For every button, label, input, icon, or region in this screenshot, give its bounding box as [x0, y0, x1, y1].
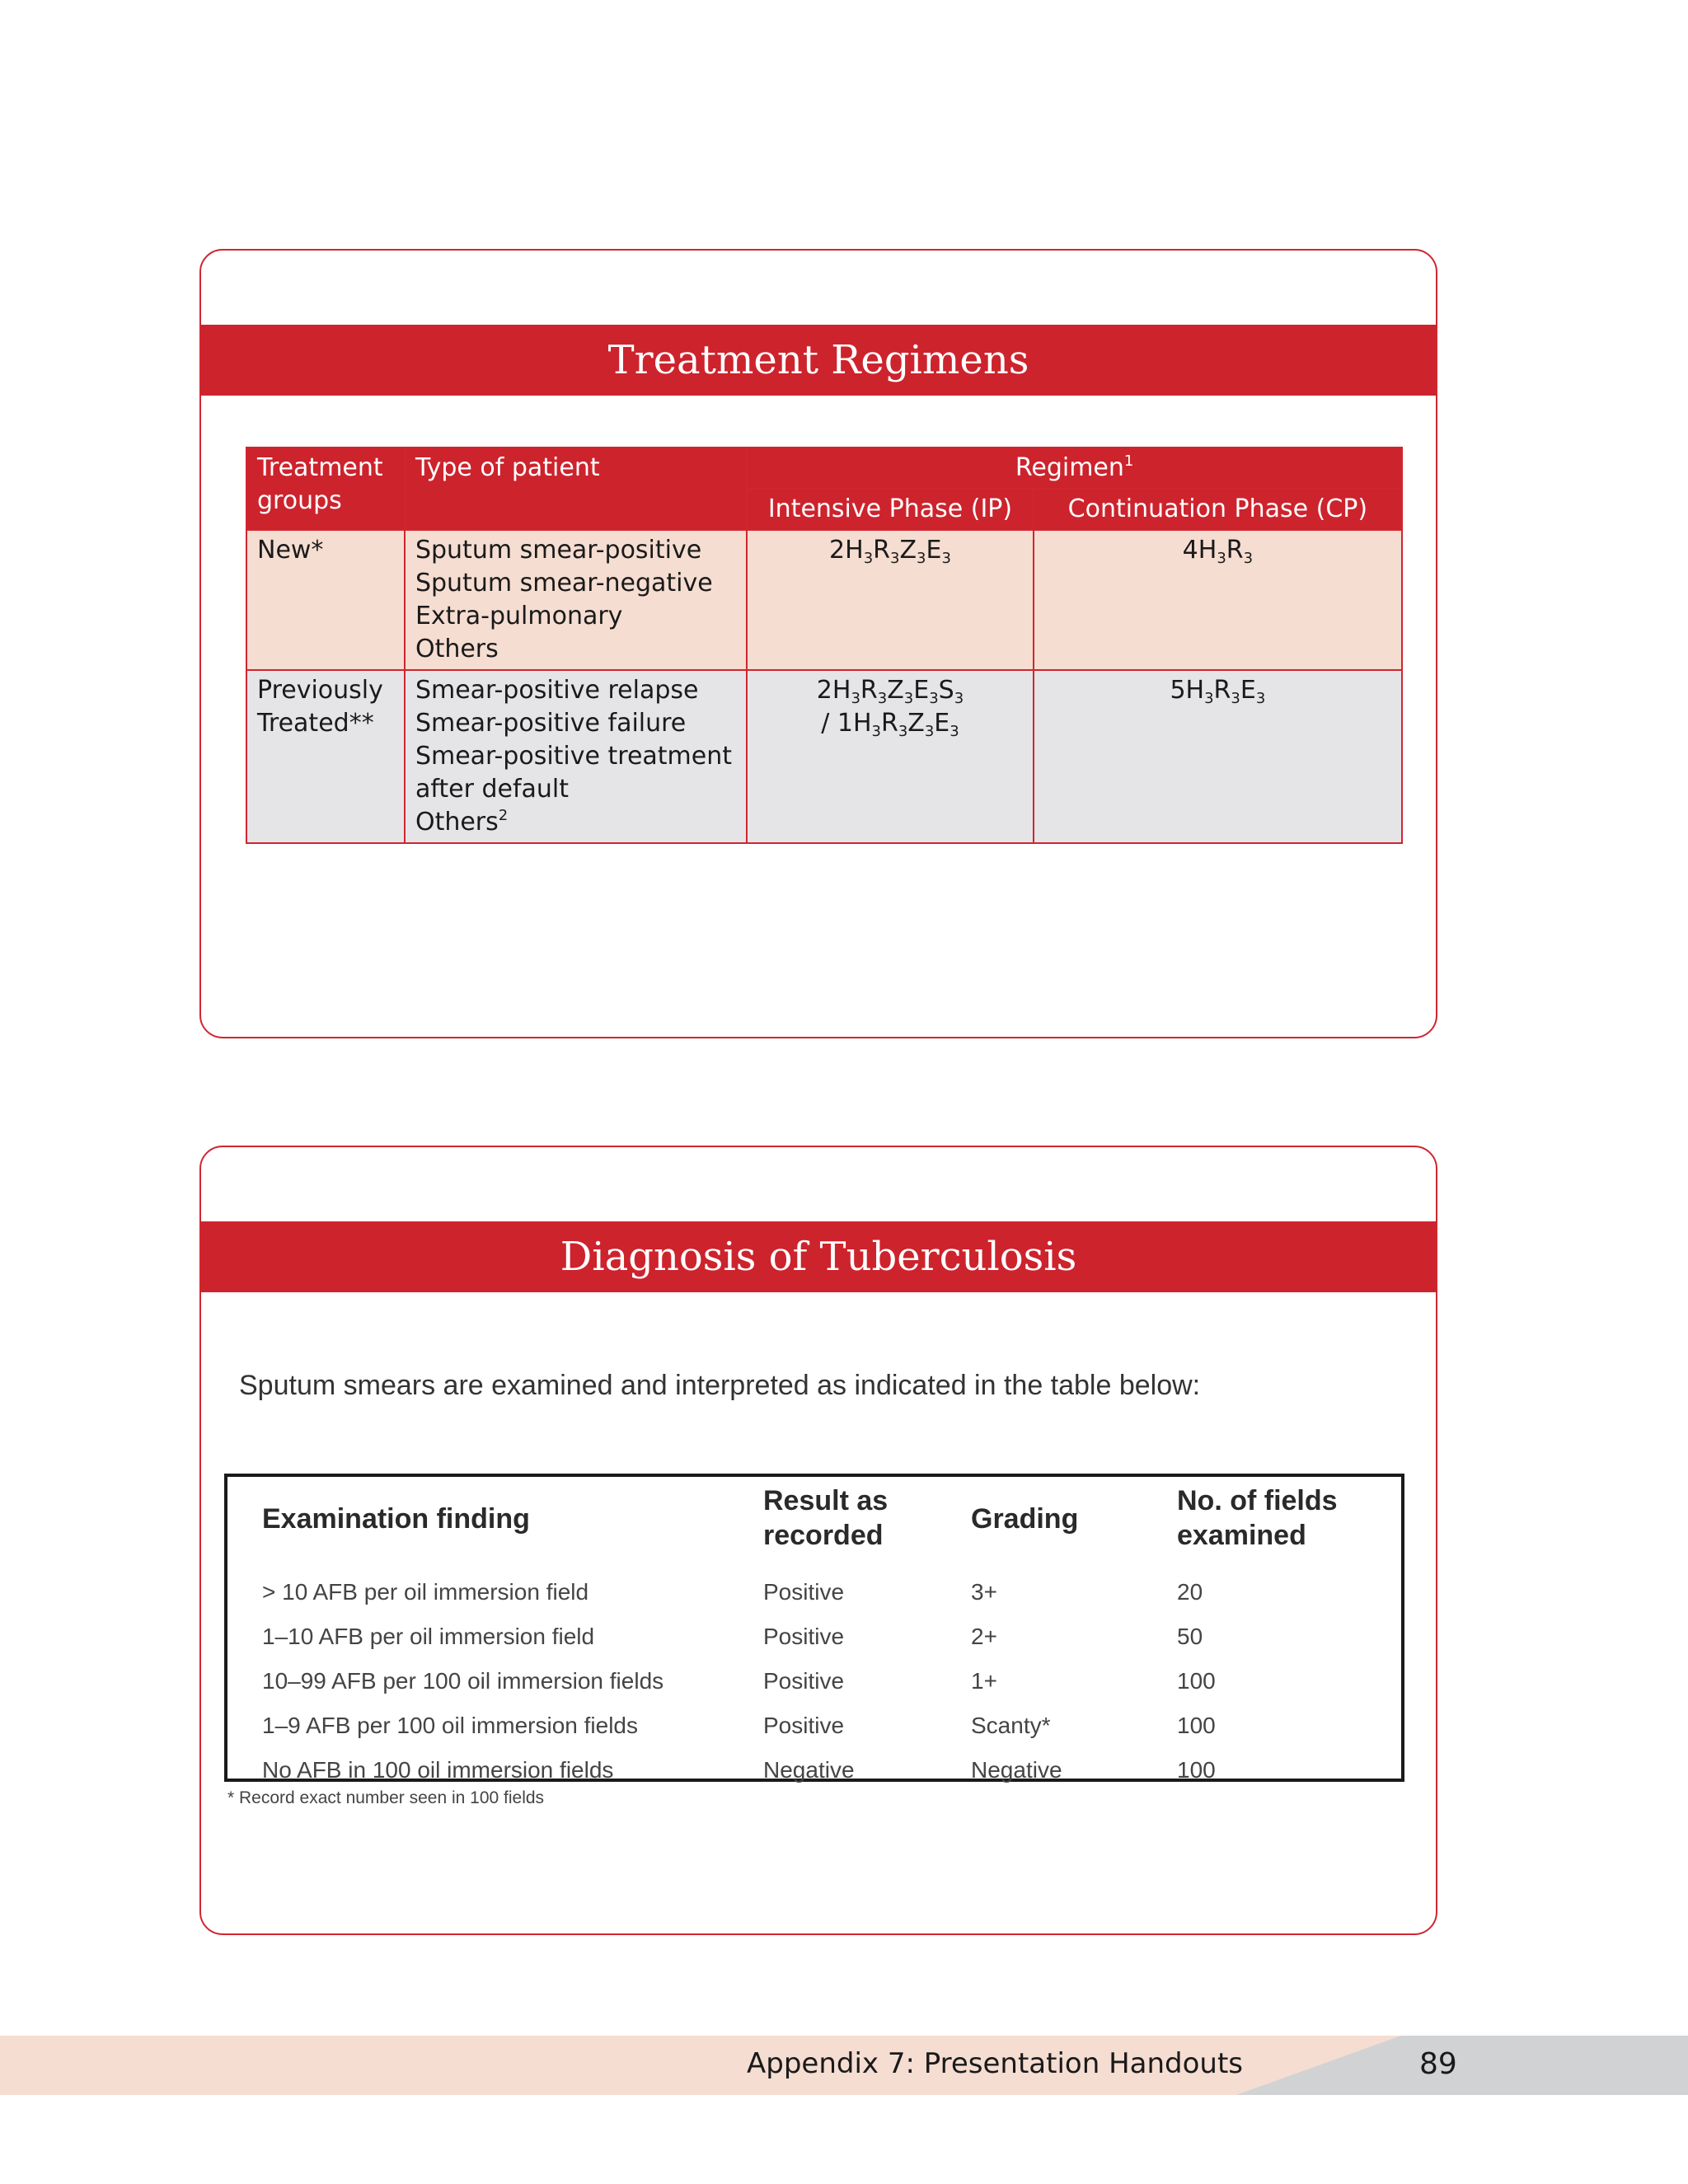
header-regimen: Regimen$^1$ — [747, 448, 1402, 489]
cell-types-previously-treated: Smear-positive relapse Smear-positive failure Smear-positive treatment after default Others$^2$ — [405, 670, 747, 843]
page-number: 89 — [1419, 2047, 1457, 2081]
header-treatment-groups: Treatment groups — [246, 448, 405, 530]
diagnosis-cell-finding: 1–10 AFB per oil immersion field — [262, 1624, 595, 1649]
cell-group-previously-treated: Previously Treated** — [246, 670, 405, 843]
diagnosis-cell-grading: 2+ — [971, 1624, 997, 1649]
diagnosis-cell-result: Positive — [763, 1624, 845, 1649]
treatment-regimens-slide — [199, 249, 1437, 1038]
slide-title: Diagnosis of Tuberculosis — [201, 1221, 1436, 1292]
header-examination-finding: Examination finding — [262, 1503, 530, 1535]
diagnosis-cell-result: Positive — [763, 1713, 845, 1738]
cell-cp-new: $4H_3R_3$ — [1034, 530, 1402, 670]
header-continuation-phase: Continuation Phase (CP) — [1034, 489, 1402, 530]
cell-ip-previously-treated: $2H_3R_3Z_3E_3S_3$ / $1H_3R_3Z_3E_3$ — [747, 670, 1034, 843]
diagnosis-cell-finding: 1–9 AFB per 100 oil immersion fields — [262, 1713, 638, 1738]
diagnosis-cell-grading: 3+ — [971, 1579, 997, 1605]
diagnosis-footnote: * Record exact number seen in 100 fields — [227, 1788, 545, 1807]
header-result-as-recorded: Result as recorded — [763, 1485, 889, 1551]
diagnosis-cell-finding: 10–99 AFB per 100 oil immersion fields — [262, 1668, 664, 1694]
slide-title: Treatment Regimens — [201, 325, 1436, 396]
diagnosis-cell-result: Positive — [763, 1668, 845, 1694]
diagnosis-cell-finding: > 10 AFB per oil immersion field — [262, 1579, 589, 1605]
table-row-new — [246, 530, 1402, 670]
cell-cp-previously-treated: $5H_3R_3E_3$ — [1034, 670, 1402, 843]
header-intensive-phase: Intensive Phase (IP) — [747, 489, 1034, 530]
footer-text: Appendix 7: Presentation Handouts — [747, 2047, 1244, 2080]
sputum-smear-table — [224, 1474, 1404, 1782]
diagnosis-cell-fields: 100 — [1177, 1668, 1216, 1694]
diagnosis-cell-grading: Negative — [971, 1757, 1062, 1783]
diagnosis-cell-fields: 100 — [1177, 1713, 1216, 1738]
diagnosis-cell-fields: 20 — [1177, 1579, 1203, 1605]
cell-ip-new: $2H_3R_3Z_3E_3$ — [747, 530, 1034, 670]
diagnosis-cell-grading: 1+ — [971, 1668, 997, 1694]
diagnosis-cell-fields: 100 — [1177, 1757, 1216, 1783]
diagnosis-slide — [199, 1146, 1437, 1935]
header-grading: Grading — [971, 1503, 1079, 1535]
header-no-of-fields: No. of fields examined — [1177, 1485, 1338, 1551]
diagnosis-cell-result: Positive — [763, 1579, 845, 1605]
treatment-regimen-table — [246, 447, 1403, 844]
header-type-of-patient: Type of patient — [405, 448, 747, 530]
diagnosis-intro-text: Sputum smears are examined and interpreted as indicated in the table below: — [239, 1370, 1201, 1401]
diagnosis-cell-result: Negative — [763, 1757, 855, 1783]
table-row-previously-treated — [246, 670, 1402, 843]
diagnosis-cell-finding: No AFB in 100 oil immersion fields — [262, 1757, 614, 1783]
diagnosis-cell-fields: 50 — [1177, 1624, 1203, 1649]
diagnosis-cell-grading: Scanty* — [971, 1713, 1051, 1738]
cell-types-new: Sputum smear-positive Sputum smear-negative Extra-pulmonary Others — [405, 530, 747, 670]
cell-group-new: New* — [246, 530, 405, 670]
